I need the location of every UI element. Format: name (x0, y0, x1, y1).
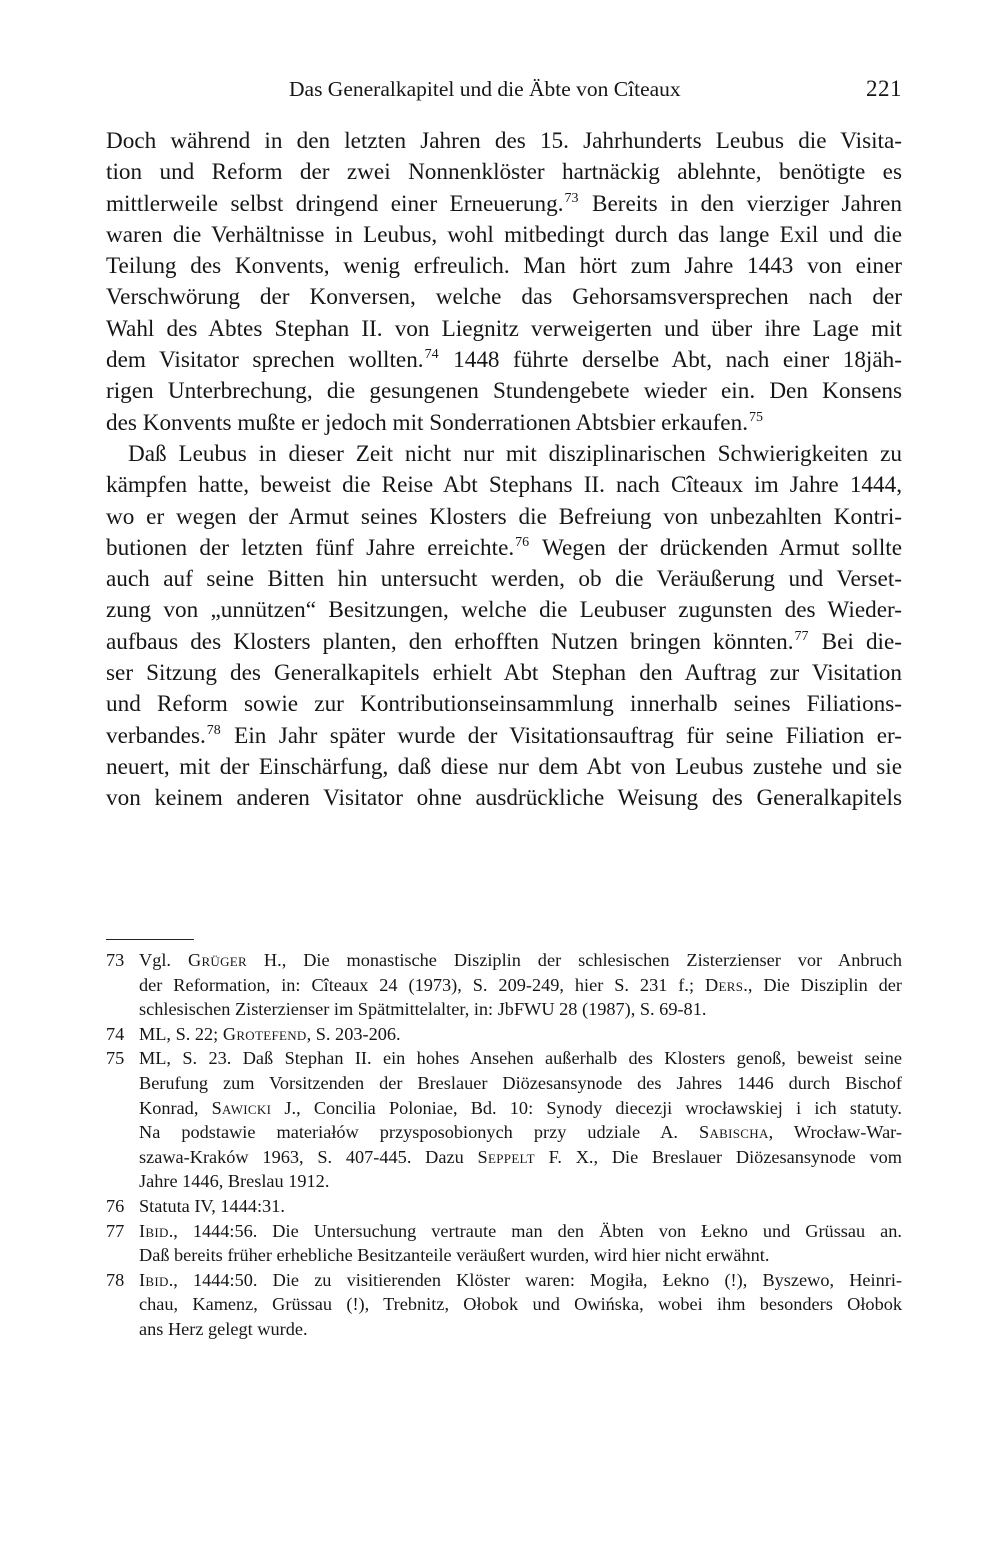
author-name: Ibid (139, 1220, 169, 1241)
author-name: Sawicki (211, 1097, 272, 1118)
text-line: aufbaus des Klosters planten, den erhofften Nutzen bringen könnten.$^{77}$ Bei die- (106, 628, 903, 655)
footnote-reference[interactable]: 76 (515, 534, 530, 550)
footnote-text: Na podstawie materiałów przysposobionych przy udziale A. (139, 1122, 700, 1143)
footnote-line (139, 1022, 902, 1047)
footnote-75 (106, 1046, 902, 1194)
footnote-text: Berufung zum Vorsitzenden der Breslauer Diözesansynode des Jahres 1446 durch Bischof (139, 1072, 902, 1093)
footnote-text: Vgl. (139, 950, 188, 970)
footnote-line (139, 973, 902, 998)
text-line: Verschwörung der Konversen, welche das Gehorsamsversprechen nach der (106, 284, 902, 311)
footnote-text: chau, Kamenz, Grüssau (!), Trebnitz, Ołobok und Owińska, wobei ihm besonders Ołobok (139, 1294, 902, 1315)
author-name: Grüger (187, 950, 247, 970)
footnote-text: , S. 203-206. (306, 1023, 401, 1044)
footnote-text: ML, S. 23. Daß Stephan II. ein hohes Ansehen außerhalb des Klosters genoß, beweist seine (139, 1048, 902, 1069)
footnote-line (139, 1219, 902, 1244)
text-line: Daß Leubus in dieser Zeit nicht nur mit disziplinarischen Schwierigkeiten zu (128, 440, 902, 467)
text-line: dem Visitator sprechen wollten.$^{74}$ 1448 führte derselbe Abt, nach einer 18jäh- (106, 347, 902, 374)
footnote-number: 74 (106, 1023, 125, 1044)
footnote-number: 75 (106, 1048, 125, 1069)
text-line: mittlerweile selbst dringend einer Erneuerung.$^{73}$ Bereits in den vierziger Jahren (106, 190, 902, 217)
footnote-74 (106, 1022, 902, 1047)
footnote-line (139, 1292, 902, 1317)
main-text (106, 126, 902, 815)
footnote-text: szawa-Kraków 1963, S. 407-445. Dazu (139, 1146, 478, 1167)
text-line: und Reform sowie zur Kontributionseinsammlung innerhalb seines Filiations- (106, 691, 902, 718)
footnote-text: Konrad, (139, 1097, 212, 1118)
text-line: rigen Unterbrechung, die gesungenen Stundengebete wieder ein. Den Konsens (106, 378, 902, 405)
paragraph-1 (106, 126, 902, 439)
paragraph-2 (106, 439, 902, 815)
footnote-separator (106, 939, 194, 940)
footnote-78 (106, 1268, 902, 1342)
footnote-line (139, 1145, 902, 1170)
footnote-line (139, 1120, 902, 1145)
text-line: zung von „unnützen“ Besitzungen, welche die Leubuser zugunsten des Wieder- (106, 597, 902, 624)
text-line: auch auf seine Bitten hin untersucht werden, ob die Veräußerung und Verset- (106, 566, 902, 593)
footnote-text: , Wrocław-War- (768, 1122, 902, 1143)
running-header (106, 72, 902, 106)
author-name: Ibid (139, 1269, 169, 1290)
text-line: neuert, mit der Einschärfung, daß diese nur dem Abt von Leubus zustehe und sie (106, 753, 902, 780)
text-line: von keinem anderen Visitator ohne ausdrückliche Weisung des Generalkapitels (106, 785, 902, 812)
footnote-number: 78 (106, 1269, 125, 1290)
footnote-line (139, 1194, 902, 1219)
footnote-text: ., 1444:56. Die Untersuchung vertraute man den Äbten von Łekno und Grüssau an. (168, 1220, 902, 1241)
footnote-line (139, 1243, 902, 1268)
author-name: Sabischa (699, 1122, 769, 1143)
footnote-text: der Reformation, in: Cîteaux 24 (1973), S. 209-249, hier S. 231 f.; (139, 974, 705, 995)
text-line: verbandes.$^{78}$ Ein Jahr später wurde der Visitationsauftrag für seine Filiation er- (106, 722, 902, 749)
footnote-76 (106, 1194, 902, 1219)
footnote-73 (106, 948, 902, 1022)
footnote-text: Jahre 1446, Breslau 1912. (139, 1171, 330, 1192)
footnote-text: J., Concilia Poloniae, Bd. 10: Synody diecezji wrocławskiej i ich statuty. (271, 1097, 903, 1118)
footnote-number: 76 (106, 1195, 125, 1216)
footnote-line (139, 1096, 902, 1121)
running-title: Das Generalkapitel und die Äbte von Cîteaux (289, 77, 681, 101)
text-line: ser Sitzung des Generalkapitels erhielt Abt Stephan den Auftrag zur Visitation (106, 660, 902, 687)
author-name: Ders (705, 974, 744, 995)
footnote-line (139, 997, 902, 1022)
footnote-text: Daß bereits früher erhebliche Besitzanteile veräußert wurden, wird hier nicht erwähnt. (139, 1245, 770, 1266)
footnote-reference[interactable]: 75 (749, 409, 763, 425)
text-line: wo er wegen der Armut seines Klosters die Befreiung von unbezahlten Kontri- (106, 503, 902, 530)
author-name: Seppelt (477, 1146, 535, 1167)
footnote-text: Statuta IV, 1444:31. (139, 1195, 285, 1216)
footnote-line (139, 948, 902, 973)
text-line: des Konvents mußte er jedoch mit Sonderrationen Abtsbier erkaufen.$^{75}$ (106, 409, 763, 436)
footnote-text: H., Die monastische Disziplin der schlesischen Zisterzienser vor Anbruch (247, 950, 903, 970)
footnote-number: 77 (106, 1220, 125, 1241)
footnote-line (139, 1046, 902, 1071)
footnote-line (139, 1268, 902, 1293)
footnote-text: ., 1444:50. Die zu visitierenden Klöster waren: Mogiła, Łekno (!), Byszewo, Heinri- (168, 1269, 902, 1290)
author-name: Grotefend (222, 1023, 307, 1044)
footnote-line (139, 1071, 902, 1096)
footnote-line (139, 1317, 902, 1342)
footnotes (106, 948, 902, 1342)
text-line: Doch während in den letzten Jahren des 15. Jahrhunderts Leubus die Visita- (106, 128, 902, 154)
footnote-text: F. X., Die Breslauer Diözesansynode vom (534, 1146, 902, 1167)
page-number: 221 (866, 76, 902, 101)
footnote-text: schlesischen Zisterzienser im Spätmittelalter, in: JbFWU 28 (1987), S. 69-81. (139, 999, 707, 1020)
footnote-text: ans Herz gelegt wurde. (139, 1318, 308, 1339)
footnote-text: ML, S. 22; (139, 1023, 223, 1044)
text-line: Wahl des Abtes Stephan II. von Liegnitz verweigerten und über ihre Lage mit (106, 315, 902, 342)
footnote-reference[interactable]: 73 (564, 190, 579, 206)
footnote-number: 73 (106, 950, 125, 970)
footnote-text: ., Die Disziplin der (743, 974, 902, 995)
footnote-reference[interactable]: 77 (794, 628, 809, 644)
footnote-reference[interactable]: 78 (206, 722, 221, 738)
footnote-line (139, 1169, 902, 1194)
text-line: tion und Reform der zwei Nonnenklöster hartnäckig ablehnte, benötigte es (106, 159, 902, 186)
footnote-reference[interactable]: 74 (424, 347, 439, 363)
text-line: Teilung des Konvents, wenig erfreulich. Man hört zum Jahre 1443 von einer (106, 253, 902, 280)
text-line: kämpfen hatte, beweist die Reise Abt Stephans II. nach Cîteaux im Jahre 1444, (106, 472, 902, 499)
footnote-77 (106, 1219, 902, 1268)
text-line: waren die Verhältnisse in Leubus, wohl mitbedingt durch das lange Exil und die (106, 221, 902, 248)
text-line: butionen der letzten fünf Jahre erreichte.$^{76}$ Wegen der drückenden Armut sollte (106, 534, 902, 561)
